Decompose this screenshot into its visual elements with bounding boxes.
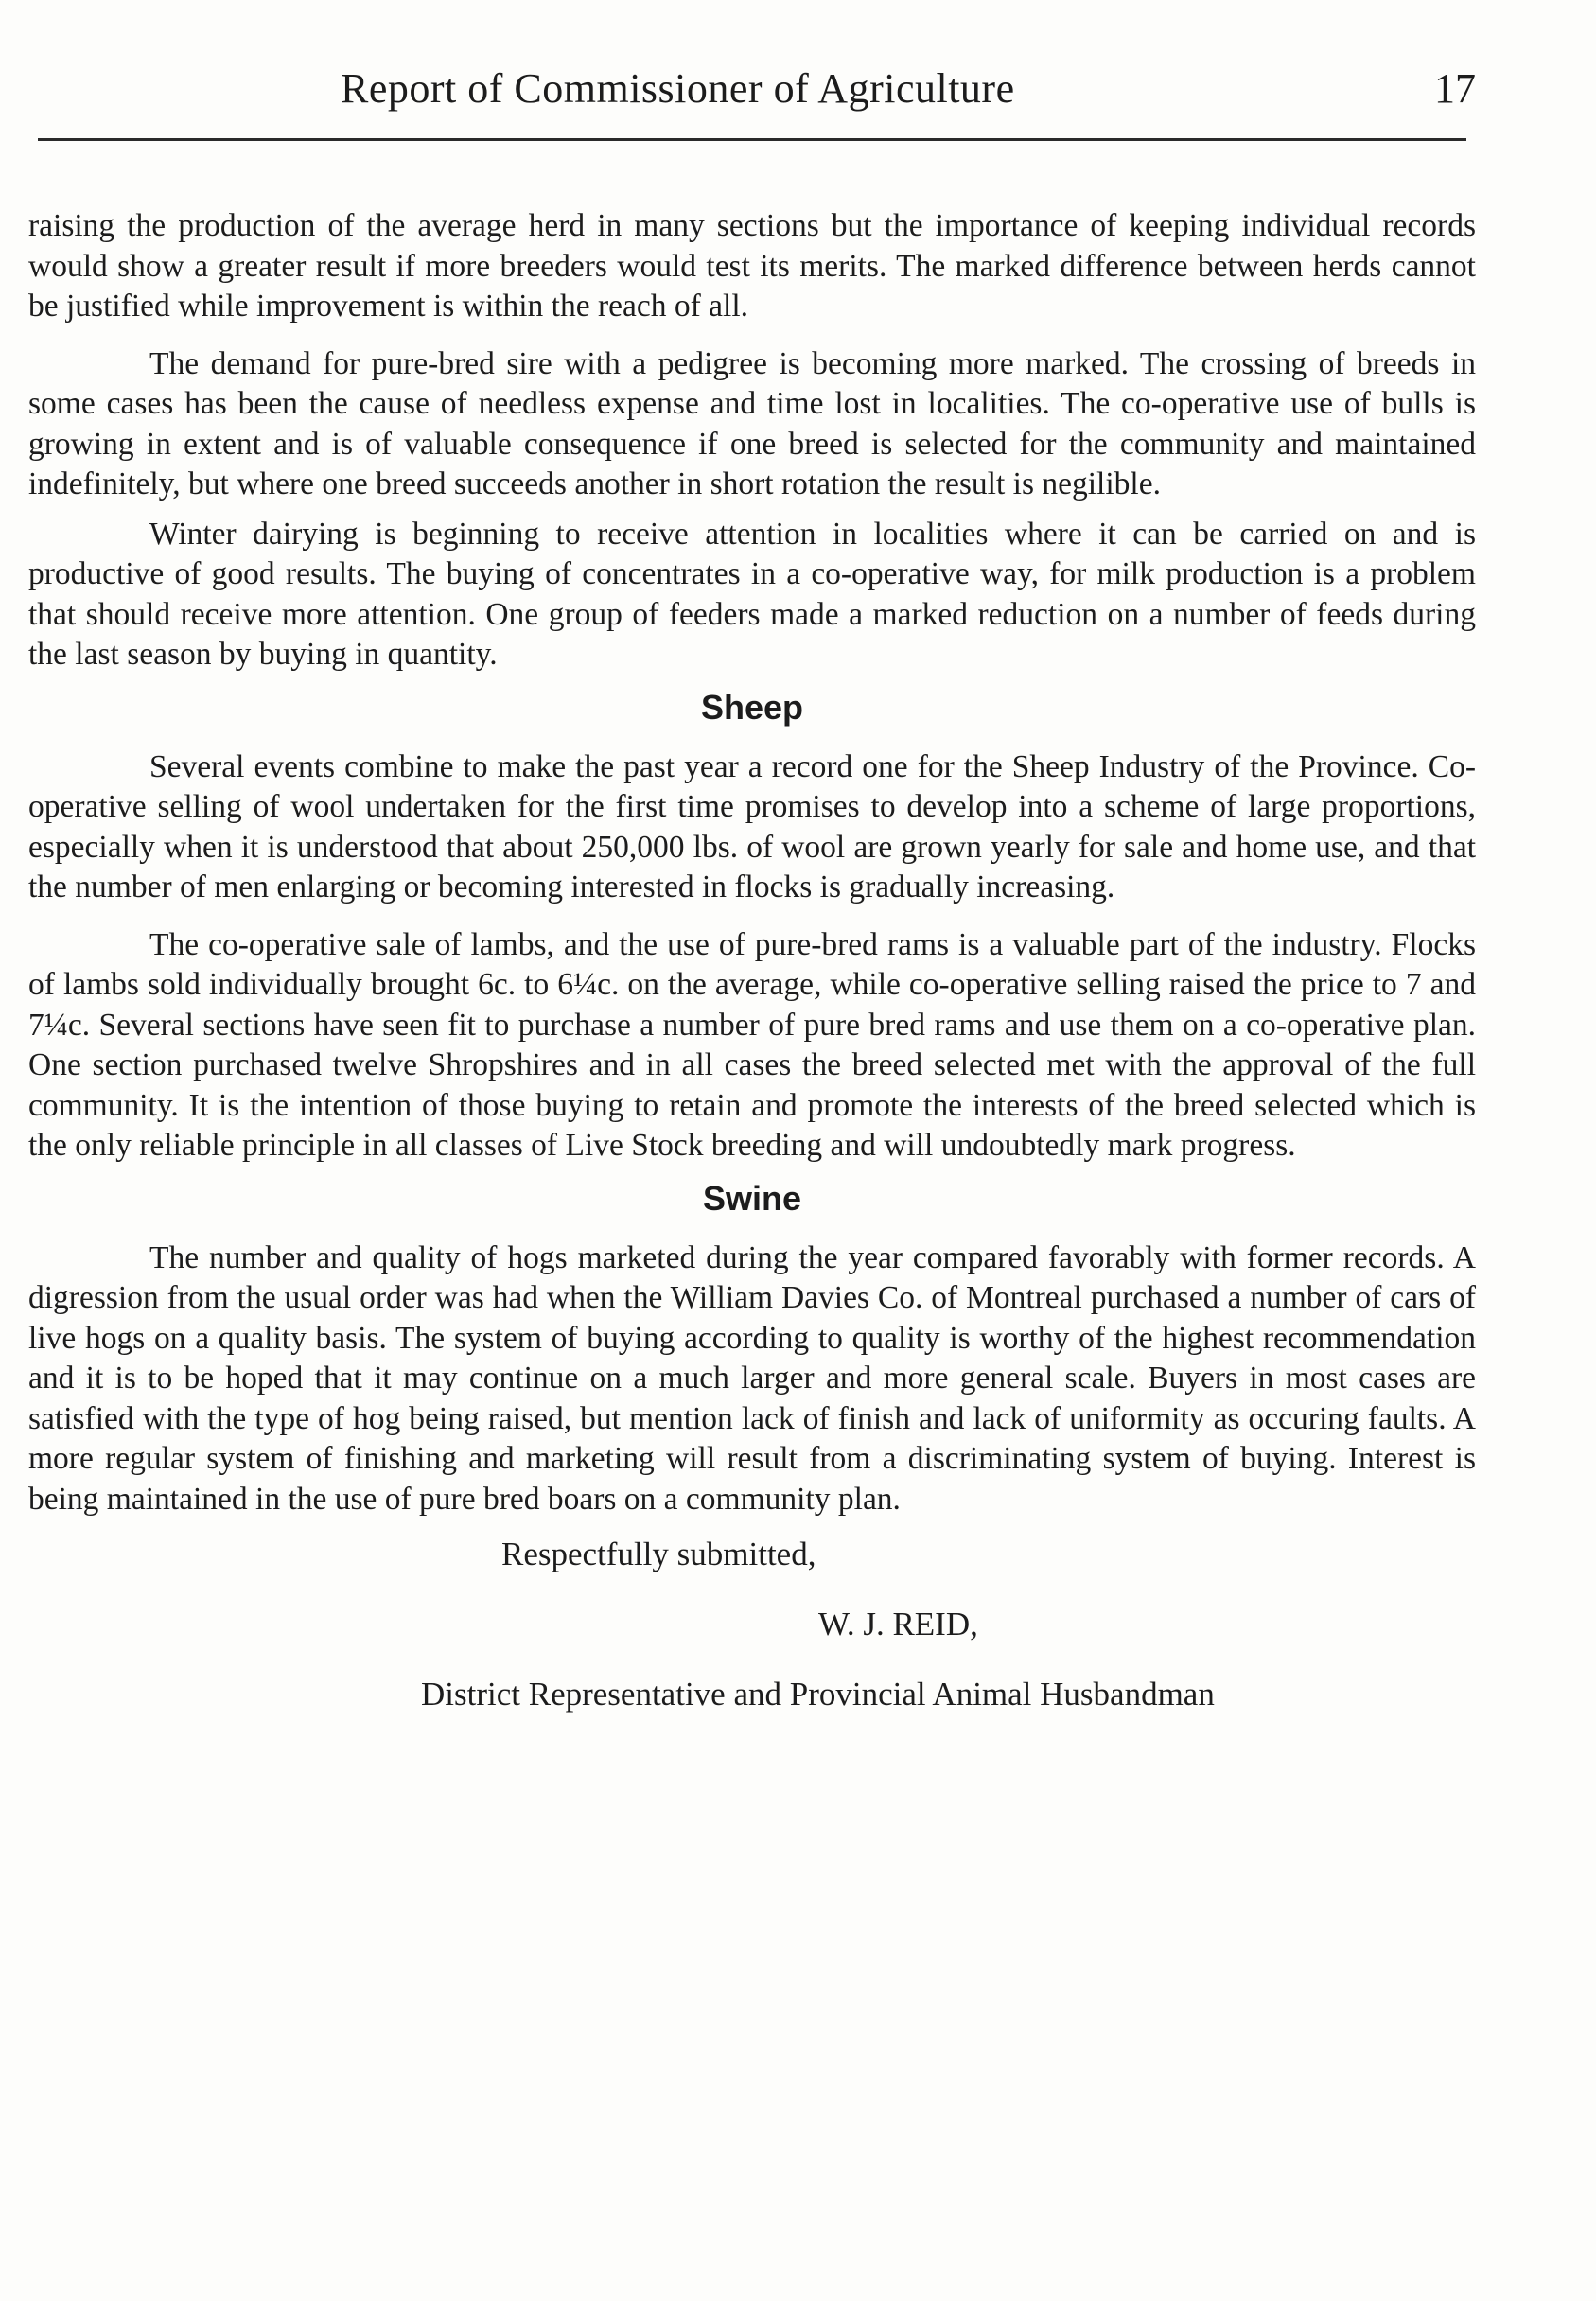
paragraph-dairy-records: raising the production of the average herd in many sections but the importance of keeping individual records would show a greater result if more breeders would test its merits. The marked difference between herds cannot be justified while improvement is within the reach of all. — [28, 208, 1476, 324]
running-title: Report of Commissioner of Agriculture — [341, 65, 1015, 112]
header-rule — [38, 138, 1466, 141]
paragraph-swine: The number and quality of hogs marketed during the year compared favorably with former records. A digression from the usual order was had when the William Davies Co. of Montreal purchased a number of cars of live hogs on a quality basis. The system of buying according to quality is worthy of the highest recommendation and it is to be hoped that it may continue on a much larger and more general scale. Buyers in most cases are satisfied with the type of hog being raised, but mention lack of finish and lack of uniformity as occuring faults. A more regular system of finishing and marketing will result from a discriminating system of buying. Interest is being maintained in the use of pure bred boars on a community plan. — [28, 1239, 1476, 1517]
section-heading-swine: Swine — [702, 1178, 802, 1218]
section-heading-sheep: Sheep — [700, 687, 804, 727]
closing-block — [28, 1533, 1476, 1716]
report-body — [28, 206, 1476, 1716]
paragraph-winter-dairying: Winter dairying is beginning to receive attention in localities where it can be carried on and is productive of good results. The buying of concentrates in a co-operative way, for milk production is a problem that should receive more attention. One group of feeders made a marked reduction on a number of feeds during the last season by buying in quantity. — [28, 516, 1476, 672]
page-number: 17 — [1434, 65, 1476, 112]
paragraph-sheep-industry: Several events combine to make the past year a record one for the Sheep Industry of the Province. Co-operative selling of wool undertaken for the first time promises to develop into a scheme of large proportions, especially when it is understood that about 250,000 lbs. of wool are grown yearly for sale and home use, and that the number of men enlarging or becoming interested in flocks is gradually increasing. — [28, 748, 1476, 905]
paragraph-lambs-rams: The co-operative sale of lambs, and the use of pure-bred rams is a valuable part of the industry. Flocks of lambs sold individually brought 6c. to 6¼c. on the average, while co-operative selling raised the price to 7 and 7¼c. Several sections have seen fit to purchase a number of pure bred rams and use them on a co-operative plan. One section purchased twelve Shropshires and in all cases the breed selected met with the approval of the full community. It is the intention of those buying to retain and promote the interests of the breed selected which is the only reliable principle in all classes of Live Stock breeding and will undoubtedly mark progress. — [28, 926, 1476, 1163]
signatory-name: W. J. REID, — [818, 1606, 978, 1642]
page-header — [28, 64, 1476, 131]
signatory-position: District Representative and Provincial Animal Husbandman — [421, 1676, 1215, 1713]
paragraph-pure-bred-sire: The demand for pure-bred sire with a pedigree is becoming more marked. The crossing of breeds in some cases has been the cause of needless expense and time lost in localities. The co-operative use of bulls is growing in extent and is of valuable consequence if one breed is selected for the community and maintained indefinitely, but where one breed succeeds another in short rotation the result is negilible. — [28, 345, 1476, 501]
salutation: Respectfully submitted, — [501, 1536, 816, 1572]
